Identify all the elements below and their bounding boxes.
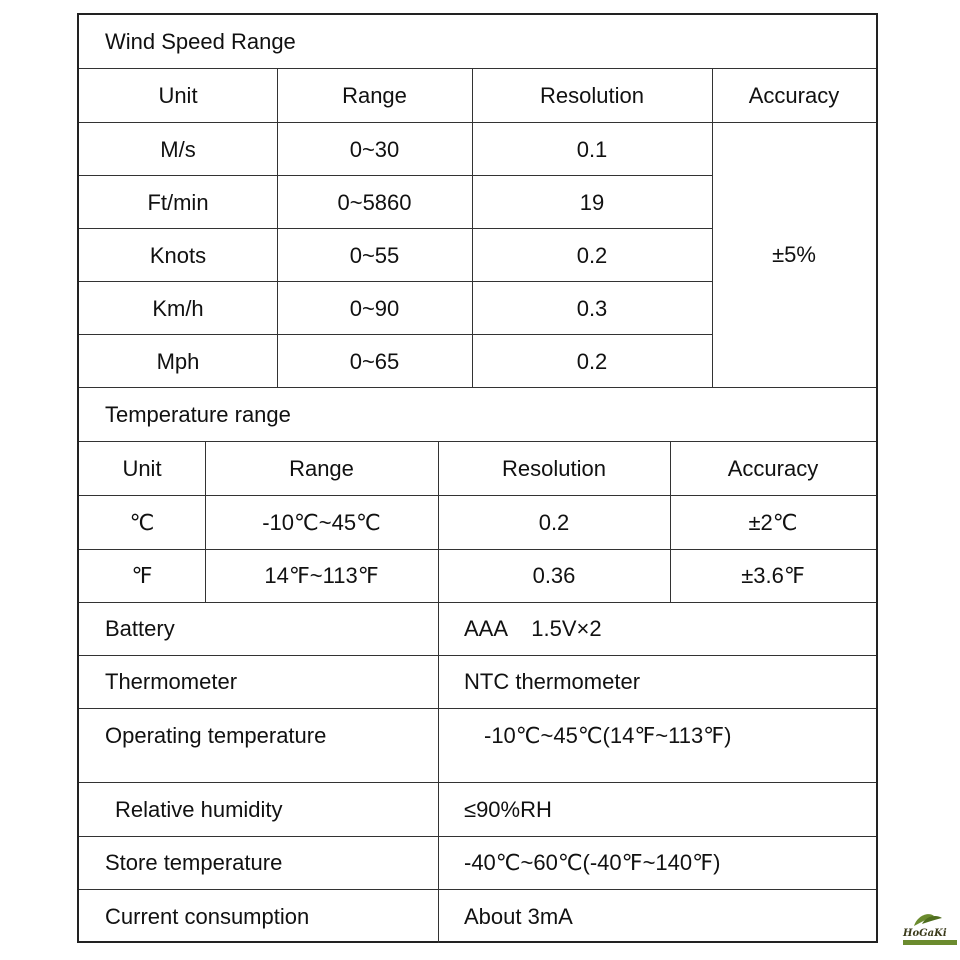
wind-resolution: 0.3 — [576, 295, 608, 321]
wind-range: 0~65 — [349, 348, 400, 374]
logo-text: HoGaKi — [903, 928, 947, 939]
wind-header-row — [79, 69, 876, 123]
spec-label: Operating temperature — [105, 723, 327, 748]
wind-unit: M/s — [160, 136, 196, 162]
wind-range: 0~5860 — [337, 189, 412, 215]
wind-title: Wind Speed Range — [105, 28, 296, 54]
logo-underline — [903, 940, 957, 945]
spec-label: Store temperature — [105, 850, 283, 875]
temperature-resolution: 0.36 — [532, 563, 576, 588]
spec-value: ≤90%RH — [464, 796, 552, 822]
temperature-title-row — [79, 388, 876, 442]
wind-accuracy: ±5% — [772, 242, 816, 267]
wind-range: 0~55 — [349, 242, 400, 268]
temperature-row — [79, 496, 876, 550]
spec-row-store-temperature — [79, 837, 876, 890]
spec-sheet — [77, 13, 878, 943]
temperature-resolution: 0.2 — [538, 509, 570, 535]
wind-title-row — [79, 15, 876, 69]
spec-label: Current consumption — [105, 903, 310, 929]
temperature-header-resolution: Resolution — [502, 455, 606, 481]
wind-unit: Mph — [156, 348, 200, 374]
temperature-accuracy: ±3.6℉ — [741, 563, 805, 588]
wind-resolution: 19 — [579, 189, 605, 215]
temperature-header-range: Range — [289, 455, 354, 481]
temperature-accuracy: ±2℃ — [748, 509, 798, 535]
temperature-row — [79, 550, 876, 603]
wind-header-resolution: Resolution — [540, 82, 644, 108]
temperature-header-row — [79, 442, 876, 496]
spec-value: -40℃~60℃(-40℉~140℉) — [464, 850, 721, 875]
temperature-header-accuracy: Accuracy — [727, 455, 819, 481]
wind-range: 0~30 — [349, 136, 400, 162]
spec-label: Battery — [105, 616, 175, 641]
temperature-title: Temperature range — [105, 401, 291, 427]
spec-row-relative-humidity — [79, 783, 876, 837]
wind-unit: Ft/min — [147, 189, 209, 215]
spec-value: NTC thermometer — [464, 669, 641, 694]
spec-row-operating-temperature — [79, 709, 876, 783]
spec-label: Relative humidity — [115, 796, 283, 822]
temperature-header-unit: Unit — [122, 455, 162, 481]
temperature-range: 14℉~113℉ — [264, 563, 379, 588]
wind-resolution: 0.2 — [576, 242, 608, 268]
spec-value: AAA 1.5V×2 — [464, 616, 602, 641]
wind-header-accuracy: Accuracy — [748, 82, 840, 108]
spec-row-thermometer — [79, 656, 876, 709]
temperature-unit: ℉ — [131, 563, 153, 588]
temperature-unit: ℃ — [129, 509, 155, 535]
spec-label: Thermometer — [105, 669, 238, 694]
wind-header-unit: Unit — [158, 82, 198, 108]
spec-row-current-consumption — [79, 890, 876, 943]
wind-resolution: 0.1 — [576, 136, 608, 162]
wind-unit: Km/h — [152, 295, 204, 321]
spec-row-battery — [79, 603, 876, 656]
spec-value: About 3mA — [464, 903, 573, 929]
temperature-range: -10℃~45℃ — [262, 509, 381, 535]
spec-value: -10℃~45℃(14℉~113℉) — [484, 723, 732, 748]
wind-range: 0~90 — [349, 295, 400, 321]
wind-header-range: Range — [342, 82, 407, 108]
wind-unit: Knots — [149, 242, 207, 268]
wind-resolution: 0.2 — [576, 348, 608, 374]
